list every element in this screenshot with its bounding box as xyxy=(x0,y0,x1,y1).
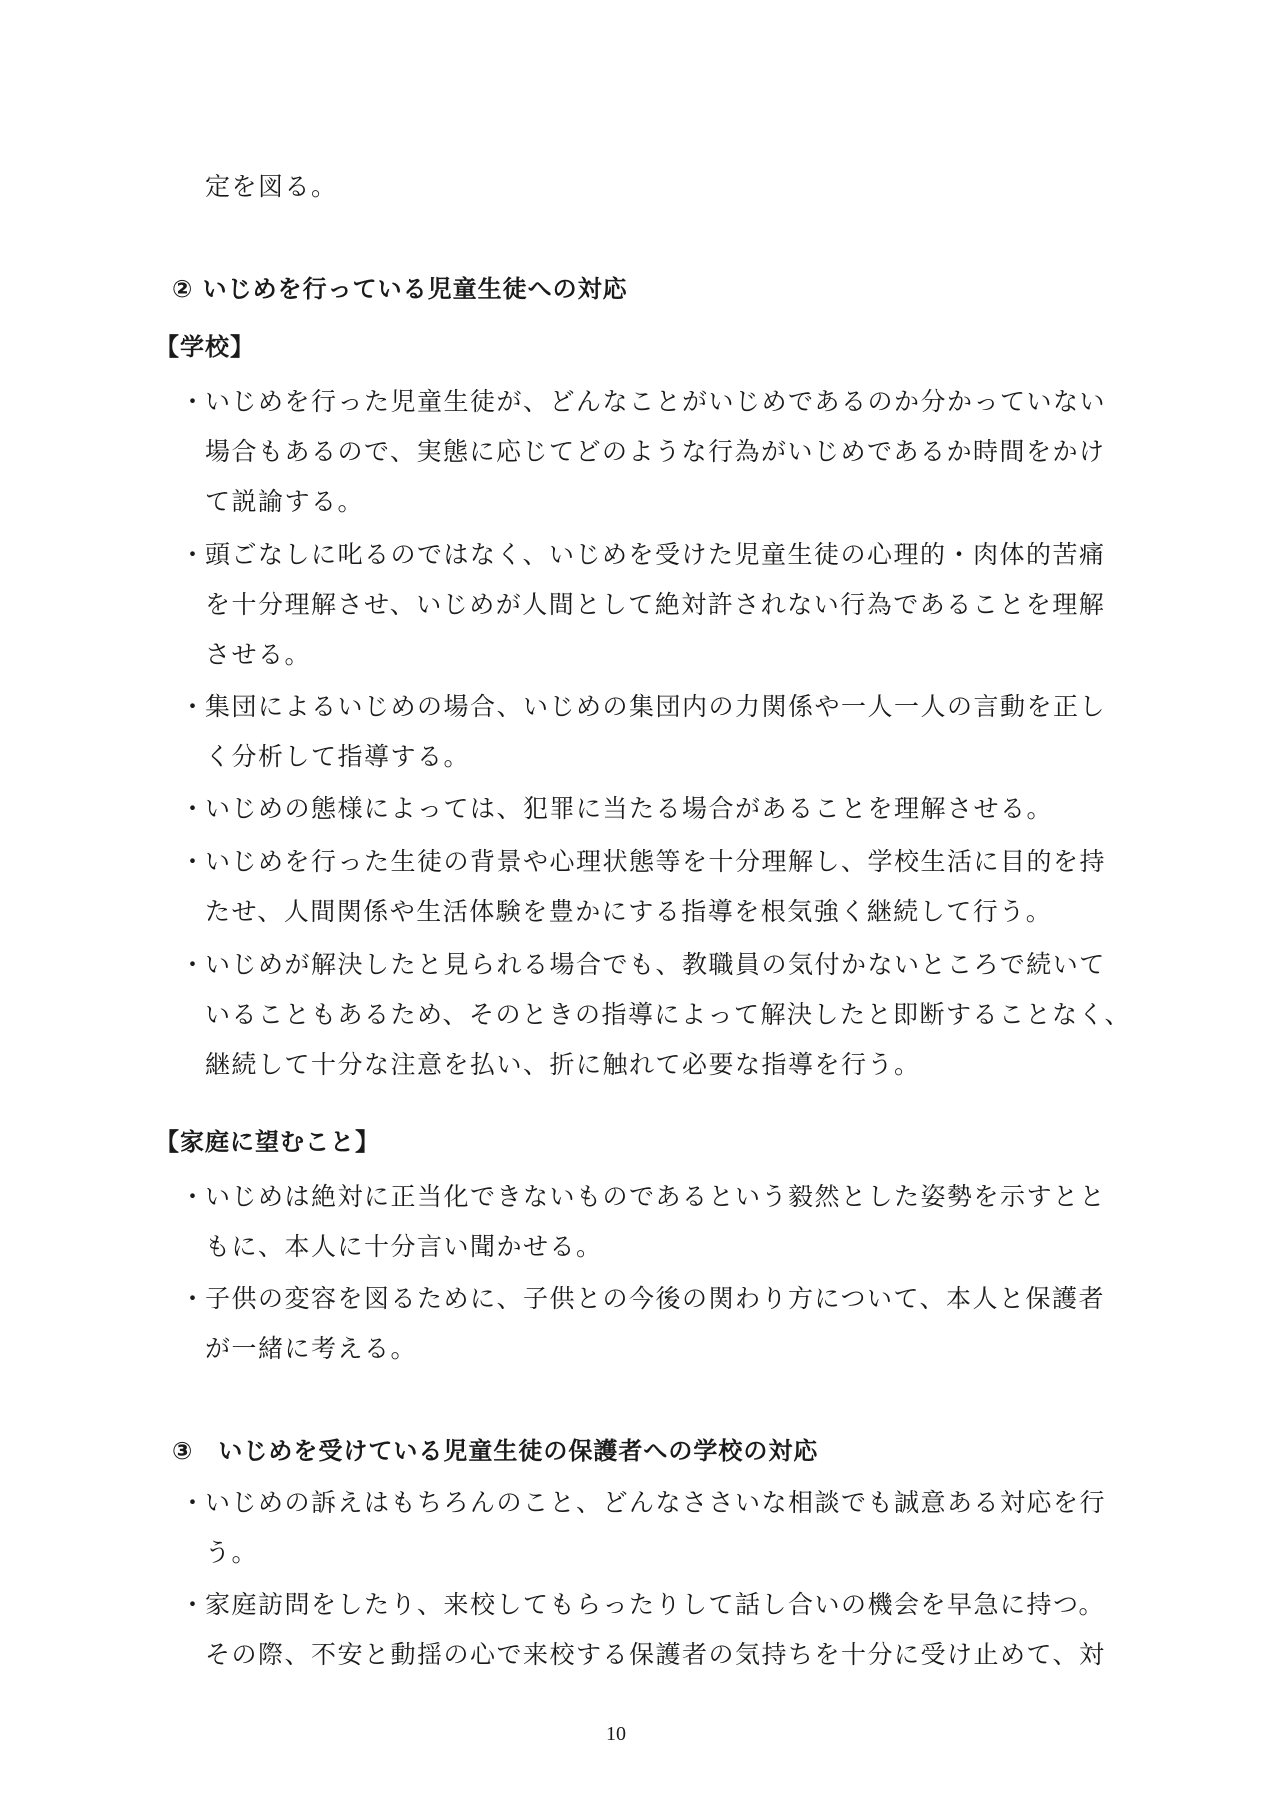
school-item-5-line-2: たせ、人間関係や生活体験を豊かにする指導を根気強く継続して行う。 xyxy=(205,897,1053,926)
school-label: 【学校】 xyxy=(155,333,255,361)
home-item-1-line-2: もに、本人に十分言い聞かせる。 xyxy=(205,1232,603,1261)
bullet-mark: ・ xyxy=(180,847,206,876)
section-3-item-2-line-1: 家庭訪問をしたり、来校してもらったりして話し合いの機会を早急に持つ。 xyxy=(205,1590,1106,1619)
section-3-item-1-line-1: いじめの訴えはもちろんのこと、どんなささいな相談でも誠意ある対応を行 xyxy=(205,1488,1107,1517)
school-item-1-line-3: て説諭する。 xyxy=(205,487,365,516)
bullet-mark: ・ xyxy=(180,1182,206,1211)
home-label: 【家庭に望むこと】 xyxy=(155,1128,380,1156)
section-3-item-2-line-2: その際、不安と動揺の心で来校する保護者の気持ちを十分に受け止めて、対 xyxy=(205,1640,1106,1669)
school-item-2-line-1: 頭ごなしに叱るのではなく、いじめを受けた児童生徒の心理的・肉体的苦痛 xyxy=(205,540,1106,569)
bullet-mark: ・ xyxy=(180,1284,206,1313)
school-item-5-line-1: いじめを行った生徒の背景や心理状態等を十分理解し、学校生活に目的を持 xyxy=(205,847,1107,876)
home-item-1-line-1: いじめは絶対に正当化できないものであるという毅然とした姿勢を示すとと xyxy=(205,1182,1107,1211)
section-2-heading: ② いじめを行っている児童生徒への対応 xyxy=(172,275,628,303)
bullet-mark: ・ xyxy=(180,387,206,416)
bullet-mark: ・ xyxy=(180,1488,206,1517)
continuation-text: 定を図る。 xyxy=(205,172,338,201)
school-item-6-line-2: いることもあるため、そのときの指導によって解決したと即断することなく、 xyxy=(205,1000,1132,1029)
section-3-heading: ③ いじめを受けている児童生徒の保護者への学校の対応 xyxy=(172,1437,819,1465)
school-item-4-line-1: いじめの態様によっては、犯罪に当たる場合があることを理解させる。 xyxy=(205,794,1054,823)
bullet-mark: ・ xyxy=(180,1590,206,1619)
school-item-2-line-2: を十分理解させ、いじめが人間として絶対許されない行為であることを理解 xyxy=(205,590,1106,619)
school-item-1-line-2: 場合もあるので、実態に応じてどのような行為がいじめであるか時間をかけ xyxy=(205,437,1106,466)
bullet-mark: ・ xyxy=(180,794,206,823)
home-item-2-line-1: 子供の変容を図るために、子供との今後の関わり方について、本人と保護者 xyxy=(205,1284,1106,1313)
school-item-3-line-1: 集団によるいじめの場合、いじめの集団内の力関係や一人一人の言動を正し xyxy=(205,692,1107,721)
bullet-mark: ・ xyxy=(180,540,206,569)
section-3-item-1-line-2: う。 xyxy=(205,1538,259,1567)
school-item-3-line-2: く分析して指導する。 xyxy=(205,742,471,771)
school-item-1-line-1: いじめを行った児童生徒が、どんなことがいじめであるのか分かっていない xyxy=(205,387,1107,416)
school-item-6-line-1: いじめが解決したと見られる場合でも、教職員の気付かないところで続いて xyxy=(205,950,1106,979)
home-item-2-line-2: が一緒に考える。 xyxy=(205,1334,418,1363)
bullet-mark: ・ xyxy=(180,950,206,979)
page-number: 10 xyxy=(606,1723,626,1745)
school-item-2-line-3: させる。 xyxy=(205,640,312,669)
bullet-mark: ・ xyxy=(180,692,206,721)
school-item-6-line-3: 継続して十分な注意を払い、折に触れて必要な指導を行う。 xyxy=(205,1050,921,1079)
